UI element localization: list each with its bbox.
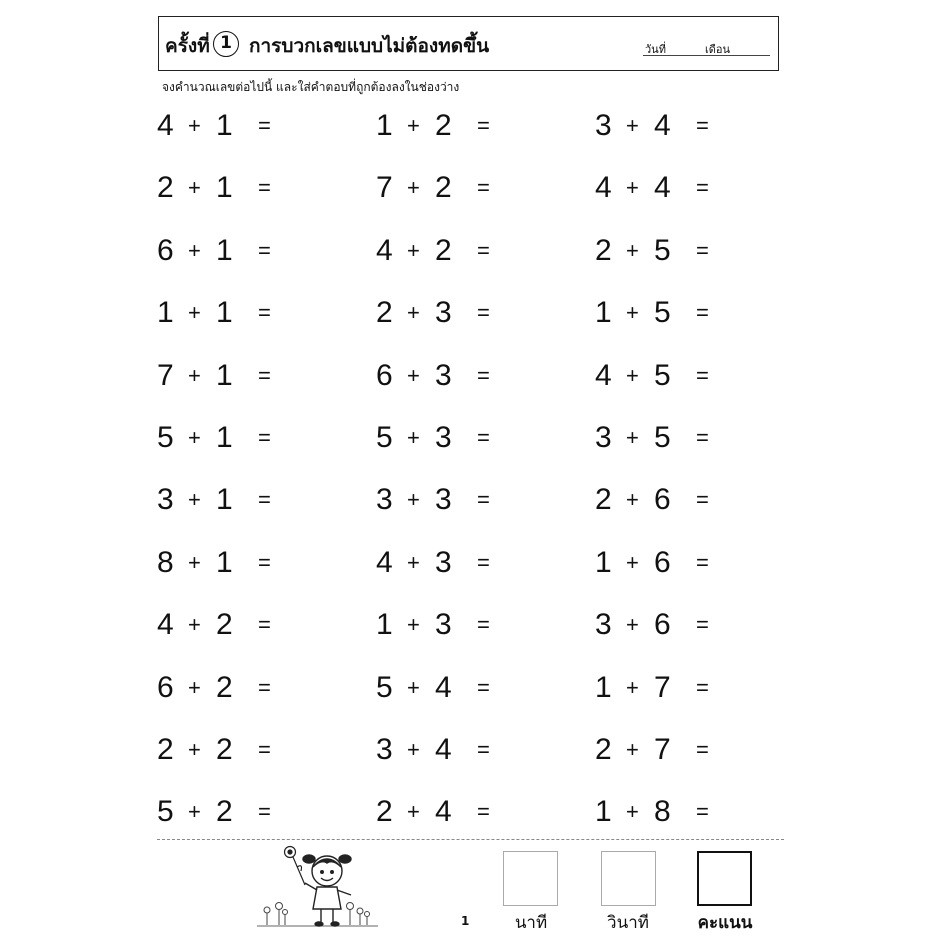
answer-blank[interactable] xyxy=(715,545,775,581)
operand-b: 4 xyxy=(654,109,671,142)
plus-sign: + xyxy=(626,300,639,326)
plus-sign: + xyxy=(626,612,639,638)
plus-sign: + xyxy=(626,549,639,575)
equals-sign: = xyxy=(696,425,709,450)
problem-item xyxy=(595,545,725,581)
equals-sign: = xyxy=(477,799,490,825)
operand-b: 4 xyxy=(435,733,452,766)
equals-sign: = xyxy=(696,487,709,513)
operand-a: 2 xyxy=(376,795,393,829)
operand-a: 4 xyxy=(157,608,174,642)
problem-item xyxy=(157,233,287,269)
problem-item xyxy=(376,607,506,643)
plus-sign: + xyxy=(188,237,201,263)
operand-a: 7 xyxy=(376,171,393,205)
operand-a: 1 xyxy=(595,545,612,579)
answer-blank[interactable] xyxy=(277,482,337,518)
plus-sign: + xyxy=(407,549,420,575)
problem-item xyxy=(595,108,725,144)
answer-blank[interactable] xyxy=(715,670,775,706)
problem-item xyxy=(376,420,506,456)
plus-sign: + xyxy=(407,425,420,450)
answer-blank[interactable] xyxy=(496,233,556,269)
answer-blank[interactable] xyxy=(496,545,556,581)
problem-item xyxy=(157,794,287,830)
operand-b: 1 xyxy=(216,171,233,205)
operand-a: 2 xyxy=(595,233,612,267)
answer-blank[interactable] xyxy=(277,607,337,643)
problem-item xyxy=(376,295,506,331)
date-month-label: เดือน xyxy=(705,43,731,56)
answer-blank[interactable] xyxy=(277,794,337,830)
equals-sign: = xyxy=(258,737,271,762)
seconds-label: วินาที xyxy=(607,913,649,933)
operand-a: 2 xyxy=(595,483,612,517)
operand-b: 1 xyxy=(216,358,233,392)
operand-a: 3 xyxy=(376,483,393,517)
operand-a: 2 xyxy=(157,733,174,766)
plus-sign: + xyxy=(407,799,420,825)
plus-sign: + xyxy=(407,674,420,700)
plus-sign: + xyxy=(188,175,201,201)
equals-sign: = xyxy=(258,799,271,825)
problem-item xyxy=(157,732,287,768)
equals-sign: = xyxy=(477,300,490,326)
plus-sign: + xyxy=(188,113,201,138)
equals-sign: = xyxy=(477,487,490,513)
equals-sign: = xyxy=(696,175,709,201)
date-input-line[interactable] xyxy=(643,55,770,56)
answer-blank[interactable] xyxy=(496,607,556,643)
plus-sign: + xyxy=(188,799,201,825)
operand-a: 2 xyxy=(157,171,174,205)
operand-a: 3 xyxy=(595,109,612,142)
equals-sign: = xyxy=(477,362,490,388)
equals-sign: = xyxy=(258,300,271,326)
answer-blank[interactable] xyxy=(715,358,775,394)
plus-sign: + xyxy=(188,300,201,326)
equals-sign: = xyxy=(696,113,709,138)
answer-blank[interactable] xyxy=(715,170,775,206)
worksheet-title: การบวกเลขแบบไม่ต้องทดขึ้น xyxy=(249,35,490,57)
operand-b: 4 xyxy=(435,670,452,704)
equals-sign: = xyxy=(696,674,709,700)
answer-blank[interactable] xyxy=(715,482,775,518)
problem-item xyxy=(376,545,506,581)
operand-b: 2 xyxy=(216,795,233,829)
equals-sign: = xyxy=(258,425,271,450)
equals-sign: = xyxy=(258,487,271,513)
plus-sign: + xyxy=(626,113,639,138)
operand-a: 1 xyxy=(595,296,612,330)
operand-b: 2 xyxy=(216,670,233,704)
operand-b: 1 xyxy=(216,296,233,330)
answer-blank[interactable] xyxy=(277,732,337,768)
seconds-box[interactable] xyxy=(601,851,656,906)
operand-a: 1 xyxy=(595,795,612,829)
problem-item xyxy=(595,670,725,706)
equals-sign: = xyxy=(696,300,709,326)
answer-blank[interactable] xyxy=(715,607,775,643)
problem-item xyxy=(157,295,287,331)
operand-a: 2 xyxy=(595,733,612,766)
minutes-box[interactable] xyxy=(503,851,558,906)
equals-sign: = xyxy=(258,362,271,388)
operand-b: 5 xyxy=(654,421,671,454)
problem-item xyxy=(376,233,506,269)
operand-a: 3 xyxy=(595,608,612,642)
equals-sign: = xyxy=(477,113,490,138)
problem-item xyxy=(376,170,506,206)
answer-blank[interactable] xyxy=(496,732,556,768)
operand-a: 1 xyxy=(376,608,393,642)
problem-item xyxy=(157,545,287,581)
plus-sign: + xyxy=(407,612,420,638)
score-box[interactable] xyxy=(697,851,752,906)
operand-b: 1 xyxy=(216,421,233,454)
operand-b: 5 xyxy=(654,296,671,330)
page-number: 1 xyxy=(461,914,470,928)
operand-b: 2 xyxy=(216,733,233,766)
answer-blank[interactable] xyxy=(715,732,775,768)
operand-b: 3 xyxy=(435,483,452,517)
plus-sign: + xyxy=(188,737,201,762)
operand-b: 1 xyxy=(216,109,233,142)
operand-b: 3 xyxy=(435,608,452,642)
operand-b: 3 xyxy=(435,296,452,330)
equals-sign: = xyxy=(696,737,709,762)
operand-b: 7 xyxy=(654,670,671,704)
plus-sign: + xyxy=(626,674,639,700)
problem-item xyxy=(376,794,506,830)
plus-sign: + xyxy=(626,237,639,263)
problem-item xyxy=(595,170,725,206)
plus-sign: + xyxy=(407,237,420,263)
plus-sign: + xyxy=(188,549,201,575)
equals-sign: = xyxy=(258,113,271,138)
operand-a: 3 xyxy=(157,483,174,517)
plus-sign: + xyxy=(407,737,420,762)
operand-b: 5 xyxy=(654,358,671,392)
problem-item xyxy=(595,794,725,830)
answer-blank[interactable] xyxy=(496,170,556,206)
operand-a: 5 xyxy=(157,421,174,454)
operand-b: 1 xyxy=(216,545,233,579)
problem-item xyxy=(157,482,287,518)
operand-a: 1 xyxy=(376,109,393,142)
answer-blank[interactable] xyxy=(715,233,775,269)
plus-sign: + xyxy=(626,175,639,201)
equals-sign: = xyxy=(696,799,709,825)
plus-sign: + xyxy=(188,487,201,513)
operand-b: 2 xyxy=(435,171,452,205)
equals-sign: = xyxy=(258,175,271,201)
plus-sign: + xyxy=(188,362,201,388)
operand-b: 3 xyxy=(435,421,452,454)
problem-item xyxy=(157,108,287,144)
problem-item xyxy=(595,295,725,331)
equals-sign: = xyxy=(696,362,709,388)
answer-blank[interactable] xyxy=(715,420,775,456)
equals-sign: = xyxy=(477,674,490,700)
answer-blank[interactable] xyxy=(277,233,337,269)
answer-blank[interactable] xyxy=(277,108,337,144)
equals-sign: = xyxy=(258,549,271,575)
problem-item xyxy=(157,420,287,456)
score-label: คะแนน xyxy=(697,913,753,933)
answer-blank[interactable] xyxy=(496,358,556,394)
problem-item xyxy=(595,732,725,768)
equals-sign: = xyxy=(477,425,490,450)
date-day-label: วันที่ xyxy=(645,43,666,56)
answer-blank[interactable] xyxy=(496,108,556,144)
operand-b: 4 xyxy=(435,795,452,829)
equals-sign: = xyxy=(258,612,271,638)
equals-sign: = xyxy=(696,237,709,263)
operand-a: 6 xyxy=(157,233,174,267)
operand-a: 3 xyxy=(376,733,393,766)
operand-a: 6 xyxy=(376,358,393,392)
operand-a: 5 xyxy=(376,421,393,454)
problem-item xyxy=(595,358,725,394)
operand-b: 6 xyxy=(654,608,671,642)
operand-b: 6 xyxy=(654,545,671,579)
plus-sign: + xyxy=(626,799,639,825)
footer-divider xyxy=(157,839,784,840)
equals-sign: = xyxy=(477,175,490,201)
problem-item xyxy=(376,670,506,706)
operand-b: 2 xyxy=(216,608,233,642)
operand-b: 5 xyxy=(654,233,671,267)
plus-sign: + xyxy=(407,487,420,513)
answer-blank[interactable] xyxy=(715,108,775,144)
girl-holding-flower-icon xyxy=(255,843,380,928)
equals-sign: = xyxy=(477,549,490,575)
problem-item xyxy=(376,358,506,394)
answer-blank[interactable] xyxy=(496,295,556,331)
answer-blank[interactable] xyxy=(277,420,337,456)
equals-sign: = xyxy=(477,237,490,263)
equals-sign: = xyxy=(477,612,490,638)
problem-item xyxy=(595,233,725,269)
answer-blank[interactable] xyxy=(496,794,556,830)
operand-b: 8 xyxy=(654,795,671,829)
problem-item xyxy=(595,420,725,456)
operand-a: 4 xyxy=(157,109,174,142)
operand-b: 4 xyxy=(654,171,671,205)
plus-sign: + xyxy=(626,487,639,513)
operand-a: 6 xyxy=(157,670,174,704)
round-prefix: ครั้งที่ xyxy=(165,35,210,57)
operand-a: 5 xyxy=(157,795,174,829)
plus-sign: + xyxy=(407,362,420,388)
answer-blank[interactable] xyxy=(277,545,337,581)
answer-blank[interactable] xyxy=(715,794,775,830)
problem-item xyxy=(376,482,506,518)
operand-a: 4 xyxy=(376,545,393,579)
plus-sign: + xyxy=(626,425,639,450)
equals-sign: = xyxy=(258,674,271,700)
problem-item xyxy=(157,170,287,206)
operand-b: 1 xyxy=(216,233,233,267)
operand-a: 1 xyxy=(157,296,174,330)
problem-item xyxy=(376,732,506,768)
operand-b: 2 xyxy=(435,233,452,267)
problem-item xyxy=(157,670,287,706)
answer-blank[interactable] xyxy=(496,482,556,518)
problem-item xyxy=(376,108,506,144)
operand-a: 4 xyxy=(595,171,612,205)
round-number-badge: 1 xyxy=(213,31,239,57)
problem-item xyxy=(157,607,287,643)
operand-a: 4 xyxy=(376,233,393,267)
equals-sign: = xyxy=(258,237,271,263)
answer-blank[interactable] xyxy=(277,170,337,206)
operand-a: 1 xyxy=(595,670,612,704)
operand-b: 6 xyxy=(654,483,671,517)
operand-a: 7 xyxy=(157,358,174,392)
operand-b: 3 xyxy=(435,545,452,579)
operand-b: 1 xyxy=(216,483,233,517)
problem-item xyxy=(595,482,725,518)
equals-sign: = xyxy=(696,612,709,638)
operand-a: 4 xyxy=(595,358,612,392)
plus-sign: + xyxy=(626,737,639,762)
plus-sign: + xyxy=(188,674,201,700)
operand-a: 5 xyxy=(376,670,393,704)
equals-sign: = xyxy=(477,737,490,762)
answer-blank[interactable] xyxy=(277,295,337,331)
minutes-label: นาที xyxy=(514,913,548,933)
answer-blank[interactable] xyxy=(496,670,556,706)
plus-sign: + xyxy=(188,612,201,638)
operand-a: 3 xyxy=(595,421,612,454)
plus-sign: + xyxy=(407,113,420,138)
plus-sign: + xyxy=(188,425,201,450)
instructions: จงคำนวณเลขต่อไปนี้ และใส่คำตอบที่ถูกต้องลงในช่องว่าง xyxy=(162,80,460,94)
plus-sign: + xyxy=(407,175,420,201)
equals-sign: = xyxy=(696,549,709,575)
answer-blank[interactable] xyxy=(277,358,337,394)
operand-b: 3 xyxy=(435,358,452,392)
answer-blank[interactable] xyxy=(496,420,556,456)
answer-blank[interactable] xyxy=(277,670,337,706)
plus-sign: + xyxy=(407,300,420,326)
plus-sign: + xyxy=(626,362,639,388)
operand-a: 8 xyxy=(157,545,174,579)
problem-item xyxy=(595,607,725,643)
operand-b: 2 xyxy=(435,109,452,142)
operand-a: 2 xyxy=(376,296,393,330)
problem-item xyxy=(157,358,287,394)
answer-blank[interactable] xyxy=(715,295,775,331)
operand-b: 7 xyxy=(654,733,671,766)
